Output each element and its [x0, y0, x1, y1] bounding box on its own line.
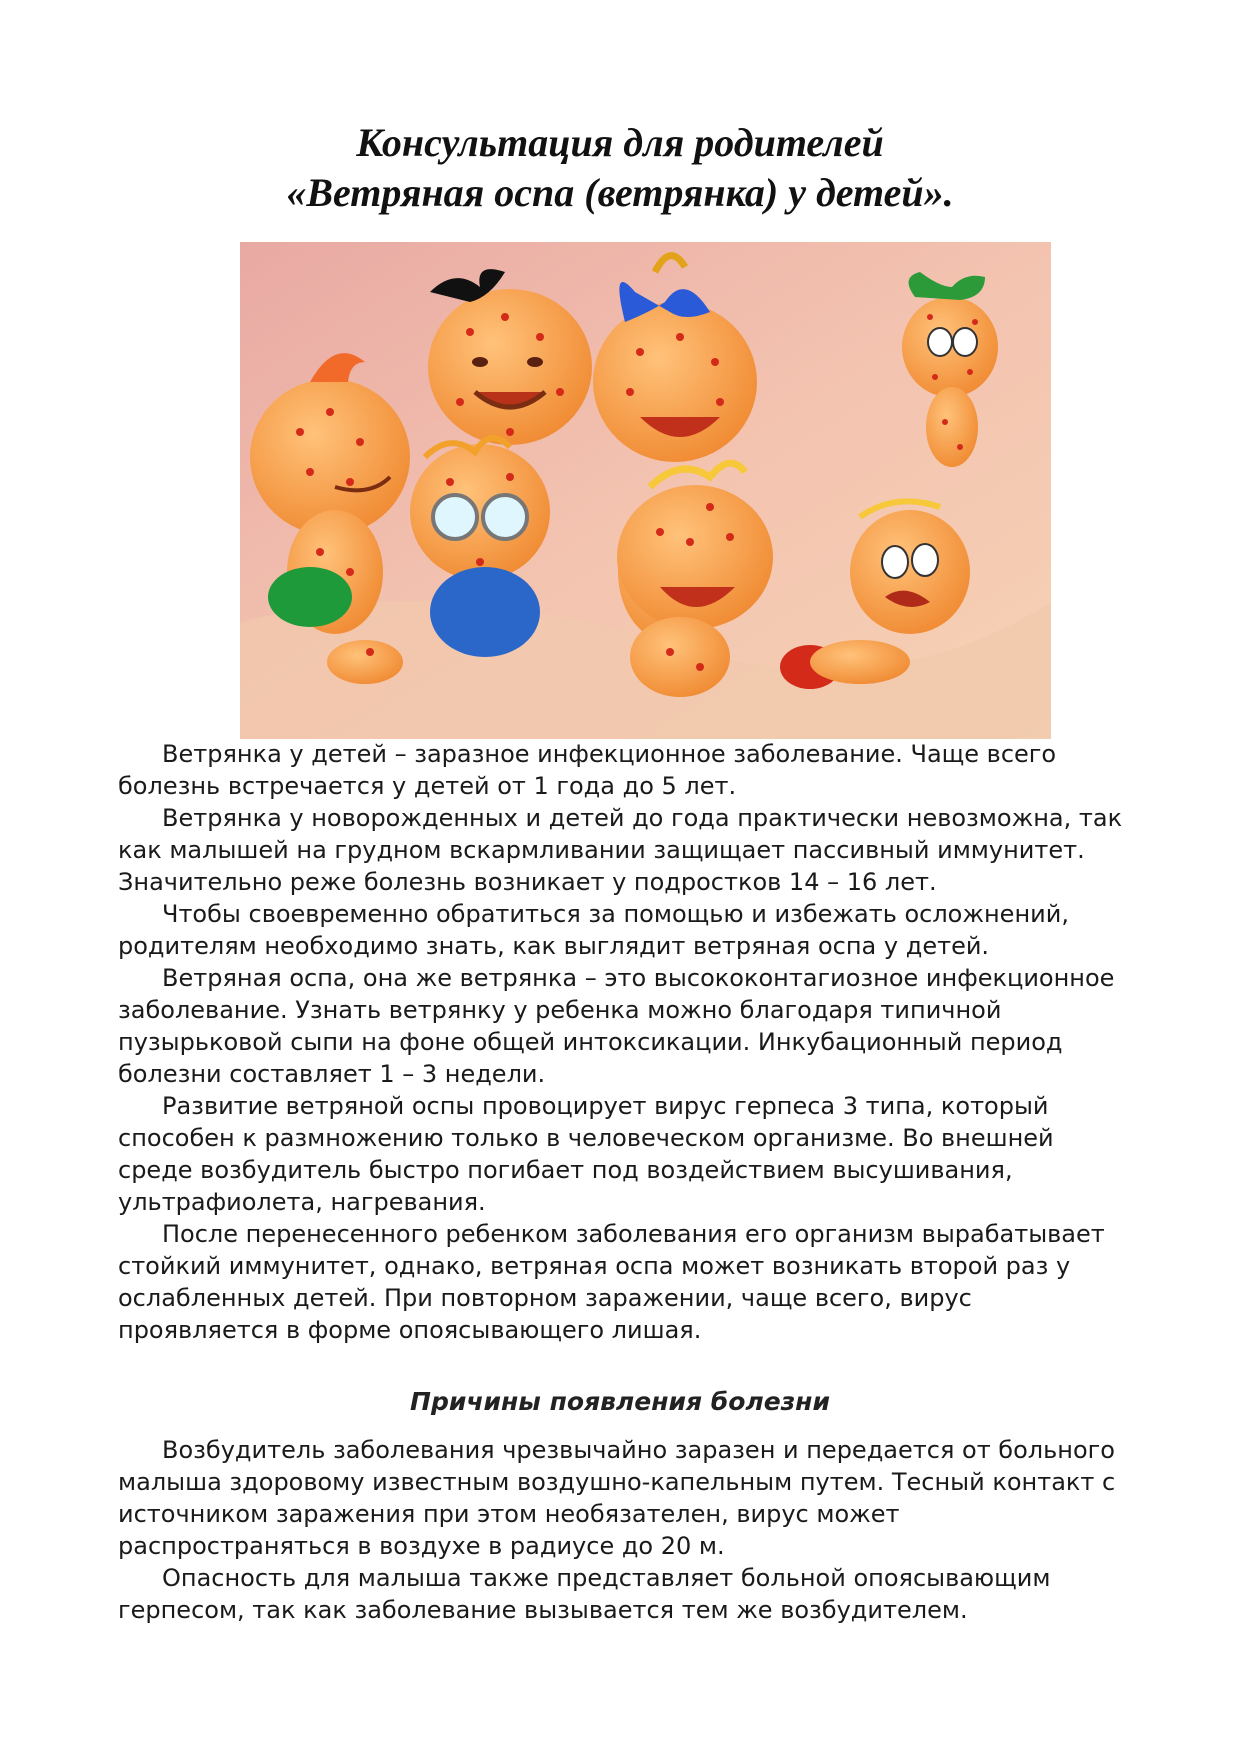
title-line-1: Консультация для родителей: [356, 120, 884, 165]
body-text-part-2: [118, 1434, 1128, 1626]
title-line-2: «Ветряная оспа (ветрянка) у детей».: [286, 170, 954, 215]
paragraph: Развитие ветряной оспы провоцирует вирус герпеса 3 типа, который способен к размножению только в человеческом организме. Во внешней среде возбудитель быстро погибает под воздействием высушивания, ультрафиолета, нагревания.: [118, 1092, 1054, 1216]
section-heading: Причины появления болезни: [410, 1387, 830, 1416]
paragraph: Ветрянка у детей – заразное инфекционное заболевание. Чаще всего болезнь встречается у детей от 1 года до 5 лет.: [118, 740, 1057, 800]
paragraph: Ветряная оспа, она же ветрянка – это высококонтагиозное инфекционное заболевание. Узнать ветрянку у ребенка можно благодаря типичной пузырьковой сыпи на фоне общей интоксикации. Инкубационный период болезни составляет 1 – 3 недели.: [118, 964, 1115, 1088]
paragraph: После перенесенного ребенком заболевания его организм вырабатывает стойкий иммунитет, однако, ветряная оспа может возникать второй раз у ослабленных детей. При повторном заражении, чаще всего, вирус проявляется в форме опоясывающего лишая.: [118, 1220, 1105, 1344]
paragraph: Ветрянка у новорожденных и детей до года практически невозможна, так как малышей на грудном вскармливании защищает пассивный иммунитет. Значительно реже болезнь возникает у подростков 14 – 16 лет.: [118, 804, 1123, 896]
paragraph: Возбудитель заболевания чрезвычайно заразен и передается от больного малыша здоровому известным воздушно-капельным путем. Тесный контакт с источником заражения при этом необязателен, вирус может распространяться в воздухе в радиусе до 20 м.: [118, 1436, 1116, 1560]
cartoon-babies-with-chickenpox-illustration: [240, 242, 1051, 739]
page-title: [0, 118, 1240, 218]
paragraph: Чтобы своевременно обратиться за помощью и избежать осложнений, родителям необходимо знать, как выглядит ветряная оспа у детей.: [118, 900, 1069, 960]
body-text-part-1: [118, 738, 1128, 1346]
paragraph: Опасность для малыша также представляет больной опоясывающим герпесом, так как заболевание вызывается тем же возбудителем.: [118, 1564, 1051, 1624]
